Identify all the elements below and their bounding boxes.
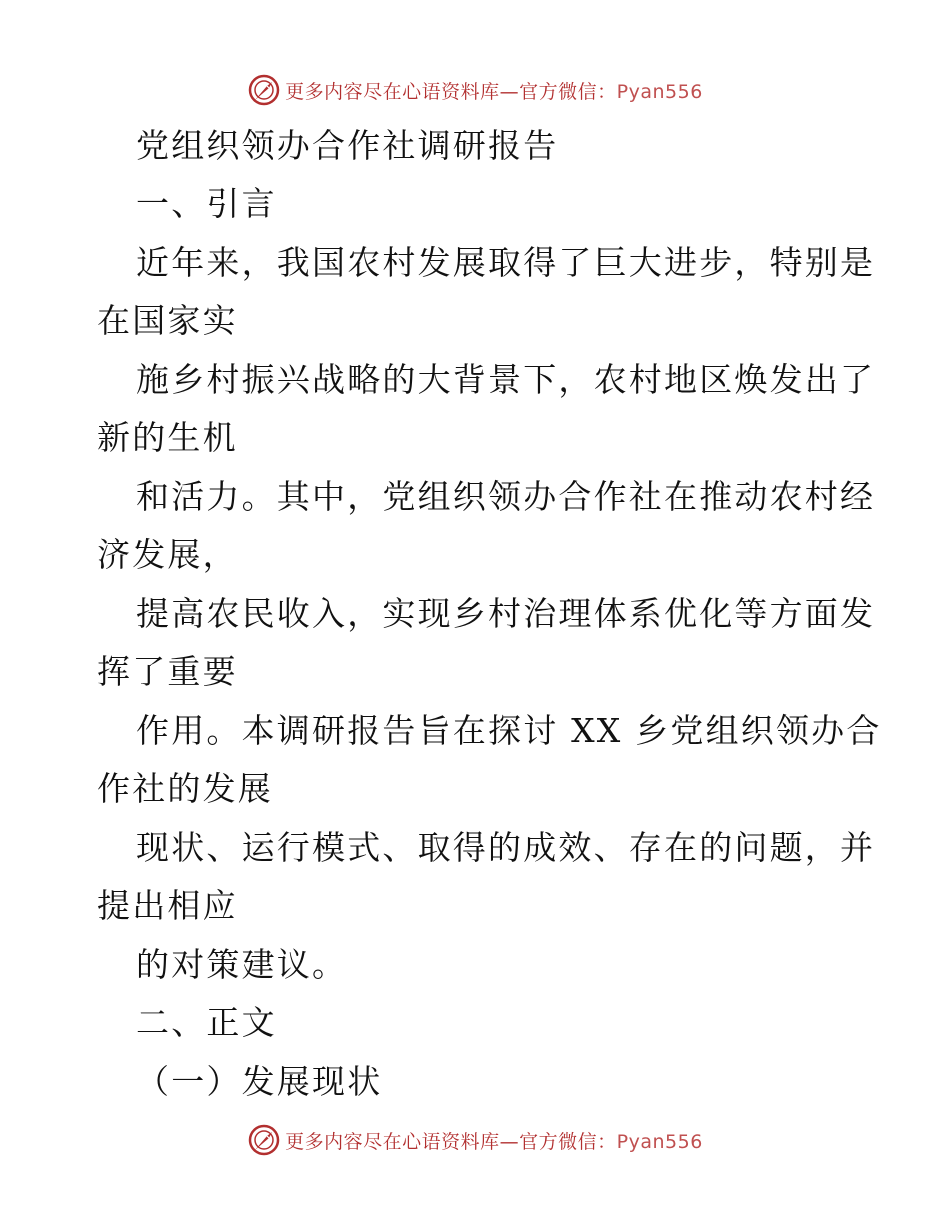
paragraph-line: 提高农民收入，实现乡村治理体系优化等方面发	[136, 594, 876, 633]
paragraph-line: 挥了重要	[97, 652, 238, 691]
pen-nib-logo-icon	[247, 1123, 281, 1157]
paragraph-line: 的对策建议。	[136, 945, 348, 984]
header-watermark-banner	[0, 70, 950, 110]
paragraph-line: 提出相应	[97, 886, 238, 925]
section-heading-body: 二、正文	[136, 1003, 277, 1042]
paragraph-line: 作用。本调研报告旨在探讨 XX 乡党组织领办合	[136, 711, 882, 750]
section-heading-intro: 一、引言	[136, 184, 277, 223]
subsection-heading-status: （一）发展现状	[136, 1062, 383, 1101]
paragraph-line: 施乡村振兴战略的大背景下，农村地区焕发出了	[136, 360, 876, 399]
paragraph-line: 作社的发展	[97, 769, 273, 808]
footer-watermark-banner	[0, 1120, 950, 1160]
paragraph-line: 近年来，我国农村发展取得了巨大进步，特别是	[136, 243, 876, 282]
banner-wechat-id: Pyan556	[616, 80, 703, 103]
banner-text: 更多内容尽在心语资料库—官方微信：Pyan556	[285, 1130, 703, 1153]
paragraph-line: 现状、运行模式、取得的成效、存在的问题，并	[136, 828, 876, 867]
paragraph-line: 济发展，	[97, 535, 238, 574]
banner-wechat-id: Pyan556	[616, 1130, 703, 1153]
document-title: 党组织领办合作社调研报告	[136, 126, 559, 165]
pen-nib-logo-icon	[247, 73, 281, 107]
paragraph-line: 和活力。其中，党组织领办合作社在推动农村经	[136, 477, 876, 516]
paragraph-line: 在国家实	[97, 301, 238, 340]
banner-text: 更多内容尽在心语资料库—官方微信：Pyan556	[285, 80, 703, 103]
paragraph-line: 新的生机	[97, 418, 238, 457]
